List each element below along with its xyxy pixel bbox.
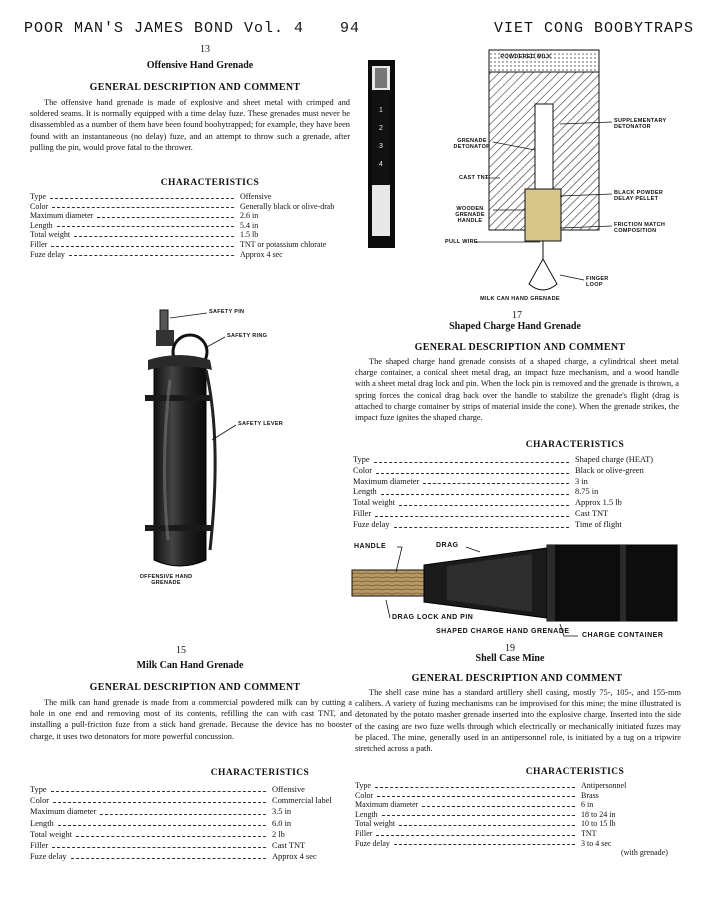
item-19-number: 19 [505,643,515,654]
item-13-section-heading: GENERAL DESCRIPTION AND COMMENT [89,82,301,93]
char-row-length: Length 5.4 in [30,220,259,230]
label-black-powder: BLACK POWDER DELAY PELLET [614,190,664,202]
char-row-color: Color Commercial label [30,796,332,806]
char-row-color: Color Black or olive-green [353,465,644,475]
char-row-type: Type Offensive [30,785,305,794]
offensive-grenade-caption: OFFENSIVE HAND GRENADE [139,574,193,586]
item-15-characteristics [30,784,350,862]
label-cast-tnt: CAST TNT [459,175,489,181]
char-row-color: Color Generally black or olive-drab [30,201,335,211]
item-17-characteristics-heading: CHARACTERISTICS [525,440,625,450]
item-13-title: Offensive Hand Grenade [146,60,254,71]
item-19-characteristics [355,781,685,858]
char-row-type: Type Shaped charge (HEAT) [353,455,653,464]
char-row-weight: Total weight Approx 1.5 lb [353,498,622,508]
char-row-weight: Total weight 2 lb [30,829,285,839]
item-19-description: The shell case mine has a standard artillery shell casing, mostly 75-, 105-, and 155-mm calibers. A variety of fuzing mechanisms can be improvised for this mine; the mine illustrated is detonated by the potato masher grenade inserted into the explosive charge. Inserted into the side of the casing are two fuze wells through which electrically or mechanically initiated fuzes may be placed. The mine, generally used in an antipersonnel role, is initiated by a tug on a tripwire stretched across a path. [355,688,681,754]
char-row-filler: Filler Cast TNT [353,508,609,518]
char-row-fuze-delay: Fuze delay Time of flight [353,519,622,529]
item-13-description: The offensive hand grenade is made of explosive and sheet metal with crimped and soldered seams. It is normally equipped with a time delay fuze. These grenades must never be disassembled as a number of them have been found boobytrapped; for example, they have been found with an instantaneous (no delay) fuze, and an attempt to throw such a grenade, after pulling the pin, would prove fatal to the thrower. [30,98,350,152]
item-17-description: The shaped charge hand grenade consists of a shaped charge, a cylindrical sheet metal charge container, a conical sheet metal drag, an impact fuze mechanism, and a wood handle with a sheet metal drag lock and pin. When the lock pin is removed and the grenade is thrown, a spring forces the conical drag back over the handle to stabilize the grenade's flight (drag is attached to charge container by strips of material inside the cone). When the grenade strikes, the impact fuze ignites the shaped charge. [355,357,679,423]
char-row-diameter: Maximum diameter 3 in [353,476,588,486]
label-handle: HANDLE [354,543,387,550]
item-19-characteristics-heading: CHARACTERISTICS [525,767,625,777]
item-19-section-heading: GENERAL DESCRIPTION AND COMMENT [411,673,623,684]
char-row-color: Color Brass [355,790,599,800]
label-grenade-detonator: GRENADE DETONATOR [453,138,491,150]
label-drag: DRAG [436,542,459,549]
char-row-weight: Total weight 10 to 15 lb [355,819,616,829]
item-17-title: Shaped Charge Hand Grenade [449,321,581,332]
book-title: POOR MAN'S JAMES BOND Vol. 4 [24,20,305,37]
item-15-characteristics-heading: CHARACTERISTICS [210,768,310,778]
char-row-fuze-note: (with grenade) [621,848,668,858]
char-row-diameter: Maximum diameter 6 in [355,800,594,810]
svg-text:3: 3 [379,143,383,150]
char-row-length: Length 6.0 in [30,818,292,828]
svg-text:4: 4 [379,161,383,168]
label-charge-container: CHARGE CONTAINER [582,632,664,639]
char-row-fuze-delay: Fuze delay Approx 4 sec [30,852,317,862]
char-row-diameter: Maximum diameter 2.6 in [30,211,259,221]
char-row-fuze-delay: Fuze delay 3 to 4 sec [355,838,612,848]
item-19-title: Shell Case Mine [475,653,545,664]
item-15-description: The milk can hand grenade is made from a commercial powdered milk can by cutting a hole in one end and removing most of its contents, refilling the can with cast TNT, and installing a pull-friction fuze from a stick hand grenade. Because the device has no booster charge, it uses two detonators for more powerful concussion. [30,698,352,741]
char-row-diameter: Maximum diameter 3.5 in [30,807,292,817]
label-safety-lever: SAFETY LEVER [238,421,284,427]
item-13-characteristics-heading: CHARACTERISTICS [160,178,260,188]
label-safety-ring: SAFETY RING [227,333,268,339]
label-finger-loop: FINGER LOOP [586,276,609,288]
item-17-section-heading: GENERAL DESCRIPTION AND COMMENT [414,342,626,353]
milk-can-caption: MILK CAN HAND GRENADE [480,296,560,302]
label-friction-match: FRICTION MATCH COMPOSITION [614,222,666,234]
item-15-title: Milk Can Hand Grenade [136,660,244,671]
label-drag-lock: DRAG LOCK AND PIN [392,614,474,621]
char-row-filler: Filler TNT or potassium chlorate [30,239,327,249]
char-row-fuze-delay: Fuze delay Approx 4 sec [30,249,283,259]
label-pull-wire: PULL WIRE [445,239,478,245]
char-row-filler: Filler Cast TNT [30,841,306,851]
char-row-weight: Total weight 1.5 lb [30,230,259,240]
page-number: 94 [340,20,361,37]
char-row-type: Type Antipersonnel [355,781,627,790]
label-wooden-handle: WOODEN GRENADE HANDLE [455,206,485,224]
item-15-section-heading: GENERAL DESCRIPTION AND COMMENT [89,682,301,693]
item-13-number: 13 [200,44,210,55]
svg-text:2: 2 [379,125,383,132]
shaped-charge-caption: SHAPED CHARGE HAND GRENADE [436,628,570,635]
char-row-filler: Filler TNT [355,828,597,838]
label-powdered-milk: POWDERED MILK [500,54,552,60]
item-15-number: 15 [176,645,186,656]
chapter-title: VIET CONG BOOBYTRAPS [494,20,695,37]
char-row-length: Length 18 to 24 in [355,809,616,819]
label-safety-pin: SAFETY PIN [209,309,245,315]
label-supplementary-detonator: SUPPLEMENTARY DETONATOR [614,118,667,130]
item-17-number: 17 [512,310,522,321]
char-row-type: Type Offensive [30,192,272,201]
svg-text:1: 1 [379,107,383,114]
char-row-length: Length 8.75 in [353,487,599,497]
